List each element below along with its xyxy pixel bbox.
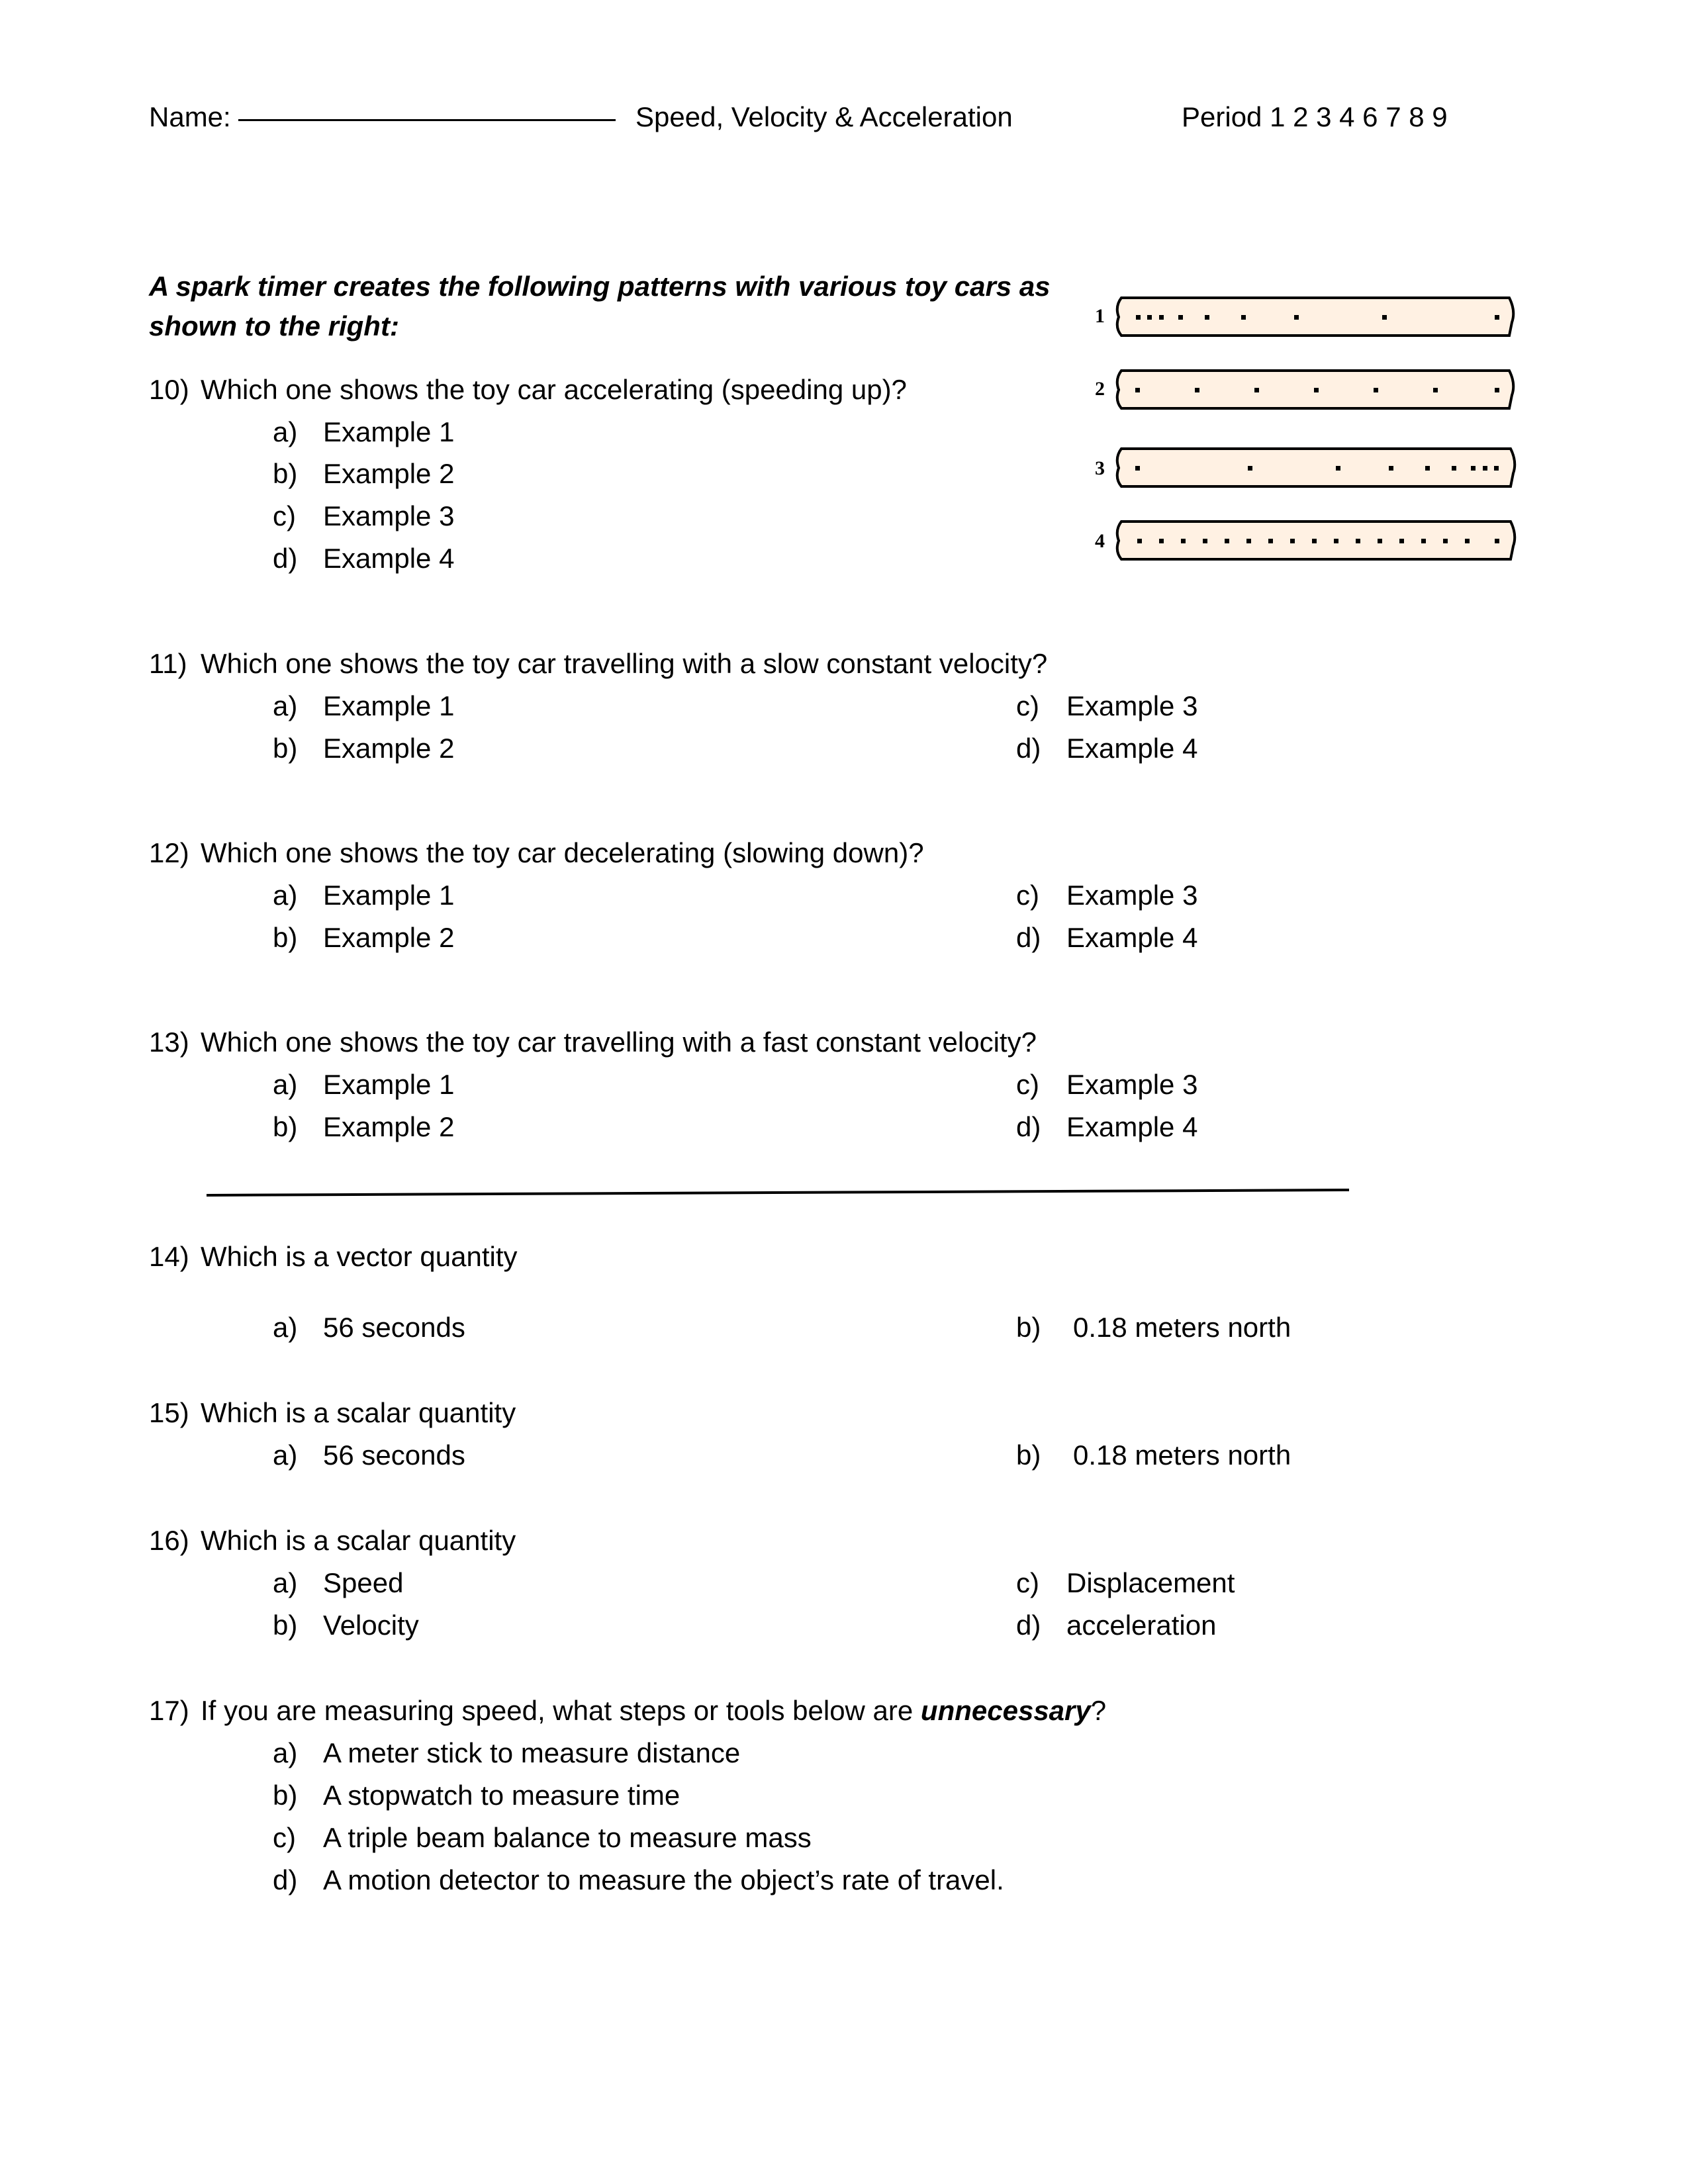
dot	[1203, 539, 1207, 543]
dot	[1254, 388, 1259, 392]
question-15	[149, 1399, 516, 1427]
q11-option-c[interactable]: c) Example 3	[1016, 690, 1198, 721]
q14-option-b[interactable]: b) 0.18 meters north	[1016, 1312, 1291, 1343]
dot	[1425, 466, 1430, 471]
dot	[1159, 315, 1164, 320]
question-text: Which is a scalar quantity	[201, 1525, 516, 1556]
question-number: 11)	[149, 648, 187, 679]
dot	[1137, 539, 1142, 543]
q17-option-a[interactable]: a) A meter stick to measure distance	[273, 1737, 741, 1768]
dot	[1471, 466, 1476, 471]
dot	[1135, 466, 1140, 471]
dot	[1399, 539, 1404, 543]
q11-option-b[interactable]: b) Example 2	[273, 733, 455, 764]
dot	[1495, 315, 1499, 320]
dot	[1159, 539, 1164, 543]
strip-label-2: 2	[1095, 378, 1105, 400]
q10-option-b[interactable]: b) Example 2	[273, 458, 455, 489]
q13-option-c[interactable]: c) Example 3	[1016, 1069, 1198, 1100]
strip-4	[1095, 522, 1515, 559]
question-text: If you are measuring speed, what steps or tools below are	[201, 1695, 921, 1726]
q10-option-c[interactable]: c) Example 3	[273, 500, 455, 531]
dot	[1433, 388, 1438, 392]
q15-option-a[interactable]: a) 56 seconds	[273, 1439, 465, 1471]
q17-option-b[interactable]: b) A stopwatch to measure time	[273, 1780, 680, 1811]
q11-option-d[interactable]: d) Example 4	[1016, 733, 1198, 764]
dot	[1135, 388, 1140, 392]
q16-option-b[interactable]: b) Velocity	[273, 1610, 419, 1641]
question-number: 12)	[149, 837, 189, 868]
dot	[1443, 539, 1448, 543]
question-text: Which one shows the toy car travelling with a slow constant velocity?	[201, 648, 1048, 679]
question-text: Which one shows the toy car decelerating (slowing down)?	[201, 837, 924, 868]
intro-line-1: A spark timer creates the following patterns with various toy cars as	[149, 271, 1051, 302]
question-12	[149, 839, 924, 867]
strip-1	[1095, 298, 1513, 336]
worksheet-title: Speed, Velocity & Acceleration	[635, 101, 1013, 132]
dot	[1334, 539, 1338, 543]
q12-option-b[interactable]: b) Example 2	[273, 922, 455, 953]
q12-option-d[interactable]: d) Example 4	[1016, 922, 1198, 953]
question-number: 13)	[149, 1026, 189, 1058]
dot	[1136, 315, 1141, 320]
spark-timer-figure	[1086, 281, 1523, 572]
question-11	[149, 650, 1047, 678]
dot	[1268, 539, 1273, 543]
dot	[1314, 388, 1319, 392]
question-14	[149, 1243, 518, 1271]
q17-option-c[interactable]: c) A triple beam balance to measure mass	[273, 1822, 812, 1853]
q16-option-c[interactable]: c) Displacement	[1016, 1567, 1235, 1598]
question-text: Which one shows the toy car travelling with a fast constant velocity?	[201, 1026, 1037, 1058]
q17-option-d[interactable]: d) A motion detector to measure the object’s rate of travel.	[273, 1864, 1004, 1895]
question-text-end: ?	[1090, 1695, 1107, 1726]
q13-option-a[interactable]: a) Example 1	[273, 1069, 455, 1100]
strip-3	[1095, 449, 1515, 486]
dot	[1494, 466, 1499, 471]
q16-option-d[interactable]: d) acceleration	[1016, 1610, 1217, 1641]
dot	[1389, 466, 1393, 471]
dot	[1178, 315, 1183, 320]
dot	[1225, 539, 1229, 543]
dot	[1246, 539, 1251, 543]
dot	[1495, 539, 1499, 543]
q10-option-a[interactable]: a) Example 1	[273, 416, 455, 447]
dot	[1241, 315, 1246, 320]
question-13	[149, 1028, 1037, 1056]
section-divider	[205, 1186, 1350, 1199]
dot	[1465, 539, 1470, 543]
q11-option-a[interactable]: a) Example 1	[273, 690, 455, 721]
dot	[1290, 539, 1295, 543]
dot	[1421, 539, 1426, 543]
question-17	[149, 1697, 1106, 1725]
dot	[1495, 388, 1499, 392]
dot	[1378, 539, 1382, 543]
question-10	[149, 376, 907, 404]
q13-option-d[interactable]: d) Example 4	[1016, 1111, 1198, 1142]
question-number: 17)	[149, 1695, 189, 1726]
strip-label-4: 4	[1095, 530, 1105, 552]
name-blank-line[interactable]	[238, 119, 616, 121]
question-number: 15)	[149, 1397, 189, 1428]
dot	[1374, 388, 1378, 392]
strip-2	[1095, 371, 1513, 408]
question-text: Which is a scalar quantity	[201, 1397, 516, 1428]
question-16	[149, 1527, 516, 1555]
dot	[1248, 466, 1252, 471]
dot	[1382, 315, 1387, 320]
q10-option-d[interactable]: d) Example 4	[273, 543, 455, 574]
q15-option-b[interactable]: b) 0.18 meters north	[1016, 1439, 1291, 1471]
q12-option-c[interactable]: c) Example 3	[1016, 880, 1198, 911]
dot	[1195, 388, 1199, 392]
dot	[1356, 539, 1360, 543]
dot	[1205, 315, 1209, 320]
dot	[1312, 539, 1317, 543]
strip-label-1: 1	[1095, 305, 1105, 327]
name-label: Name:	[149, 101, 231, 132]
dot	[1336, 466, 1340, 471]
question-number: 14)	[149, 1241, 189, 1272]
intro-line-2: shown to the right:	[149, 310, 399, 341]
period-label: Period 1 2 3 4 6 7 8 9	[1182, 101, 1448, 132]
q13-option-b[interactable]: b) Example 2	[273, 1111, 455, 1142]
dot	[1294, 315, 1299, 320]
dot	[1147, 315, 1152, 320]
q16-option-a[interactable]: a) Speed	[273, 1567, 404, 1598]
question-number: 16)	[149, 1525, 189, 1556]
q14-option-a[interactable]: a) 56 seconds	[273, 1312, 465, 1343]
question-number: 10)	[149, 374, 189, 405]
q12-option-a[interactable]: a) Example 1	[273, 880, 455, 911]
dot	[1452, 466, 1456, 471]
strip-label-3: 3	[1095, 457, 1105, 479]
question-emphasis: unnecessary	[920, 1695, 1091, 1726]
dot	[1181, 539, 1186, 543]
strip-tape-1	[1117, 298, 1514, 336]
question-text: Which is a vector quantity	[201, 1241, 518, 1272]
question-text: Which one shows the toy car accelerating (speeding up)?	[201, 374, 907, 405]
dot	[1483, 466, 1487, 471]
